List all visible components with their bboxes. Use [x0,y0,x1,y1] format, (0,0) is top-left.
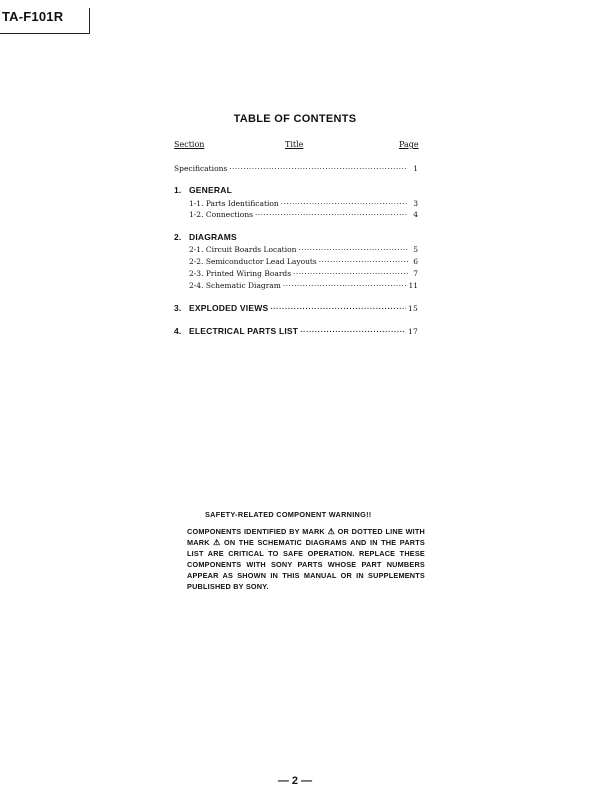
toc-chapter-electrical-parts-list[interactable] [174,326,418,336]
chapter-label: DIAGRAMS [189,232,237,242]
warning-triangle-icon: ⚠ [213,538,221,547]
toc-entry-page: 6 [413,257,418,266]
leader-dots [229,164,408,173]
toc-entry-label: 2-2. Semiconductor Lead Layouts [189,257,317,266]
page-number: — 2 — [277,775,313,787]
leader-dots [255,210,408,219]
warning-triangle-icon: ⚠ [327,527,335,536]
toc-entry-page: 1 [413,164,418,173]
toc-entry-circuit-boards-location[interactable] [189,245,418,254]
leader-dots [281,199,408,208]
toc-entry-page: 7 [413,269,418,278]
chapter-label: GENERAL [189,185,232,195]
toc-entry-label: 2-4. Schematic Diagram [189,281,281,290]
toc-entry-page: 17 [408,327,418,336]
column-header-section: Section [174,140,205,149]
toc-chapter-exploded-views[interactable] [174,303,418,313]
leader-dots [319,257,408,266]
toc-title: TABLE OF CONTENTS [233,113,357,125]
warning-text: COMPONENTS IDENTIFIED BY MARK [187,527,325,536]
warning-body [187,526,425,592]
chapter-number: 4. [174,326,182,336]
toc-entry-semiconductor-lead-layouts[interactable] [189,257,418,266]
toc-entry-label: 1-2. Connections [189,210,254,219]
toc-entry-specifications[interactable] [174,164,418,173]
warning-text: OR DOTTED LINE WITH MARK [187,527,426,547]
safety-warning [187,510,425,592]
toc-entry-connections[interactable] [189,210,418,219]
leader-dots [283,281,407,290]
warning-title: SAFETY-RELATED COMPONENT WARNING!! [205,510,372,519]
toc-entry-page: 4 [413,210,418,219]
toc-entry-page: 5 [413,245,418,254]
toc-entry-parts-identification[interactable] [189,199,418,208]
toc-entry-label: 2-1. Circuit Boards Location [189,245,297,254]
leader-dots [298,245,408,254]
toc-entry-printed-wiring-boards[interactable] [189,269,418,278]
toc-entry-page: 15 [408,304,418,313]
chapter-label: EXPLODED VIEWS [189,303,269,313]
toc-entry-schematic-diagram[interactable] [189,281,418,290]
chapter-number: 1. [174,185,182,195]
chapter-number: 2. [174,232,182,242]
model-tag: TA-F101R [0,8,90,34]
toc-entry-label: Specifications [174,164,228,173]
toc-entry-page: 3 [413,199,418,208]
toc-entry-page: 11 [408,281,418,290]
warning-text: ON THE SCHEMATIC DIAGRAMS AND IN THE PARTS LIST ARE CRITICAL TO SAFE OPERATION. REPLACE THESE COMPONENTS WITH SONY PARTS WHOSE PART NUMBERS APPEAR AS SHOWN IN THIS MANUAL OR IN SUPPLEMENTS PUBLISHED BY SONY. [187,538,425,591]
toc-entry-label: 1-1. Parts Identification [189,199,279,208]
leader-dots [293,269,408,278]
toc-chapter-general[interactable] [174,185,232,195]
toc-entry-label: 2-3. Printed Wiring Boards [189,269,292,278]
chapter-label: ELECTRICAL PARTS LIST [189,326,299,336]
toc-chapter-diagrams[interactable] [174,232,237,242]
chapter-number: 3. [174,303,182,313]
leader-dots [270,303,406,313]
column-header-page: Page [399,140,419,149]
leader-dots [300,326,406,336]
column-header-title: Title [285,140,304,149]
